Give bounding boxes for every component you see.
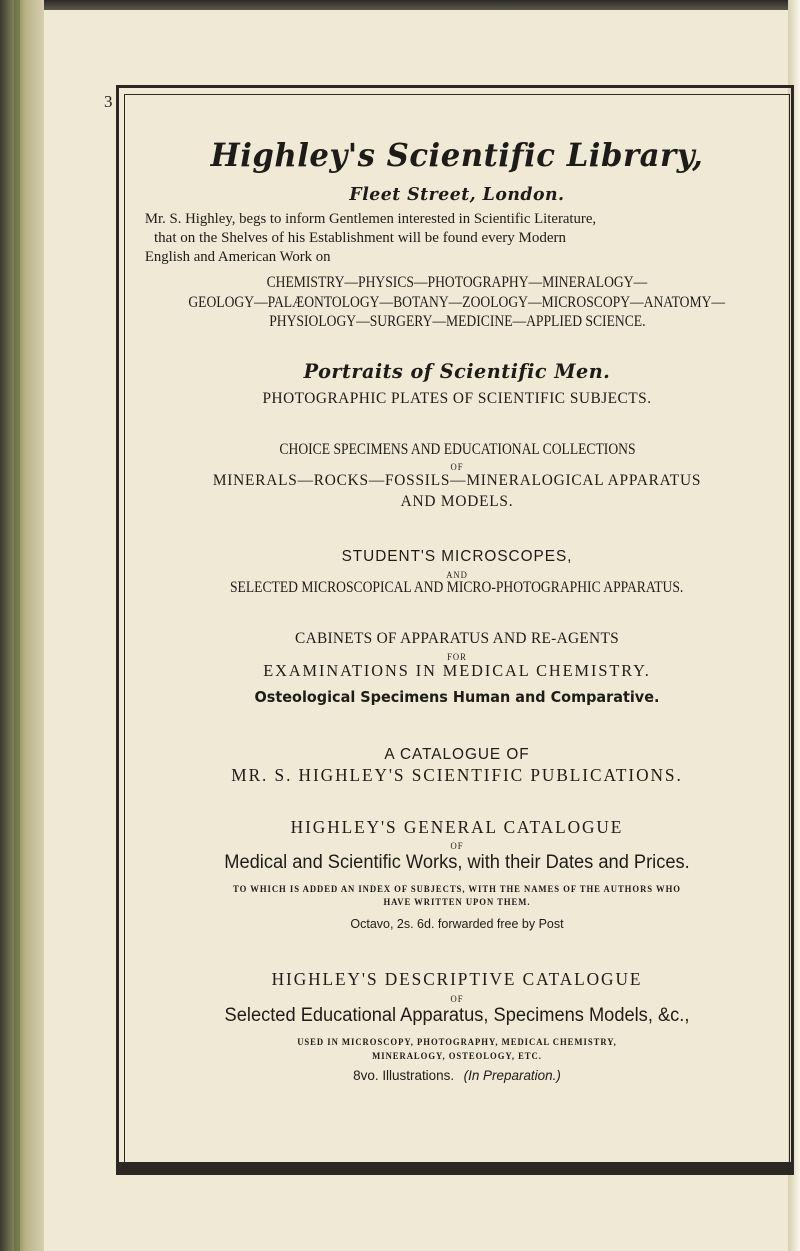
photographic-plates-line: PHOTOGRAPHIC PLATES OF SCIENTIFIC SUBJECTS. bbox=[262, 390, 652, 407]
page-border-base bbox=[116, 1162, 794, 1174]
intro-line: English and American Work on bbox=[144, 249, 331, 265]
general-catalogue-of: OF bbox=[450, 841, 464, 851]
book-binding-edge bbox=[0, 0, 44, 1251]
used-in-line: MINERALOGY, OSTEOLOGY, ETC. bbox=[372, 1051, 542, 1061]
microscopes-and: AND bbox=[446, 570, 468, 580]
index-line: TO WHICH IS ADDED AN INDEX OF SUBJECTS, WITH THE NAMES OF THE AUTHORS WHO bbox=[232, 884, 682, 894]
portraits-heading: Portraits of Scientific Men. bbox=[303, 359, 611, 383]
specimens-line: CHOICE SPECIMENS AND EDUCATIONAL COLLECTIONS bbox=[278, 441, 636, 458]
descriptive-catalogue-of: OF bbox=[450, 994, 464, 1004]
models-line: AND MODELS. bbox=[400, 493, 514, 510]
format-text: 8vo. Illustrations. bbox=[353, 1067, 455, 1083]
binding-spine bbox=[14, 0, 20, 1251]
index-line: HAVE WRITTEN UPON THEM. bbox=[383, 897, 531, 907]
library-title: Highley's Scientific Library, bbox=[210, 136, 704, 174]
catalogue-intro: A CATALOGUE OF bbox=[384, 746, 530, 763]
intro-line: Mr. S. Highley, begs to inform Gentlemen interested in Scientific Literature, bbox=[144, 211, 597, 227]
publications-line: MR. S. HIGHLEY'S SCIENTIFIC PUBLICATIONS. bbox=[231, 765, 683, 785]
subjects-line: PHYSIOLOGY—SURGERY—MEDICINE—APPLIED SCIENCE. bbox=[268, 313, 646, 330]
descriptive-catalogue-format bbox=[137, 1067, 777, 1083]
subjects-line: GEOLOGY—PALÆONTOLOGY—BOTANY—ZOOLOGY—MICROSCOPY—ANATOMY— bbox=[188, 294, 726, 311]
used-in-line: USED IN MICROSCOPY, PHOTOGRAPHY, MEDICAL CHEMISTRY, bbox=[297, 1037, 617, 1047]
preparation-note: (In Preparation.) bbox=[463, 1067, 561, 1083]
descriptive-catalogue-title: HIGHLEY'S DESCRIPTIVE CATALOGUE bbox=[271, 969, 643, 989]
intro-line: that on the Shelves of his Establishment will be found every Modern bbox=[154, 230, 567, 246]
cabinets-line: CABINETS OF APPARATUS AND RE-AGENTS bbox=[295, 630, 619, 647]
osteological-line: Osteological Specimens Human and Comparative. bbox=[254, 688, 660, 706]
subjects-line: CHEMISTRY—PHYSICS—PHOTOGRAPHY—MINERALOGY— bbox=[266, 274, 648, 291]
page-number: 3 bbox=[104, 92, 113, 111]
examinations-line: EXAMINATIONS IN MEDICAL CHEMISTRY. bbox=[263, 661, 651, 680]
general-catalogue-subtitle: Medical and Scientific Works, with their Dates and Prices. bbox=[224, 852, 690, 873]
microscopical-apparatus-line: SELECTED MICROSCOPICAL AND MICRO-PHOTOGRAPHIC APPARATUS. bbox=[230, 579, 684, 596]
library-address: Fleet Street, London. bbox=[349, 184, 565, 205]
descriptive-catalogue-subtitle: Selected Educational Apparatus, Specimens Models, &c., bbox=[224, 1005, 690, 1026]
cabinets-for: FOR bbox=[447, 652, 467, 662]
specimens-of: OF bbox=[450, 462, 464, 472]
general-catalogue-title: HIGHLEY'S GENERAL CATALOGUE bbox=[290, 817, 624, 837]
general-catalogue-price: Octavo, 2s. 6d. forwarded free by Post bbox=[350, 916, 564, 931]
microscopes-line: STUDENT'S MICROSCOPES, bbox=[341, 548, 573, 565]
minerals-line: MINERALS—ROCKS—FOSSILS—MINERALOGICAL APPARATUS bbox=[212, 472, 702, 489]
